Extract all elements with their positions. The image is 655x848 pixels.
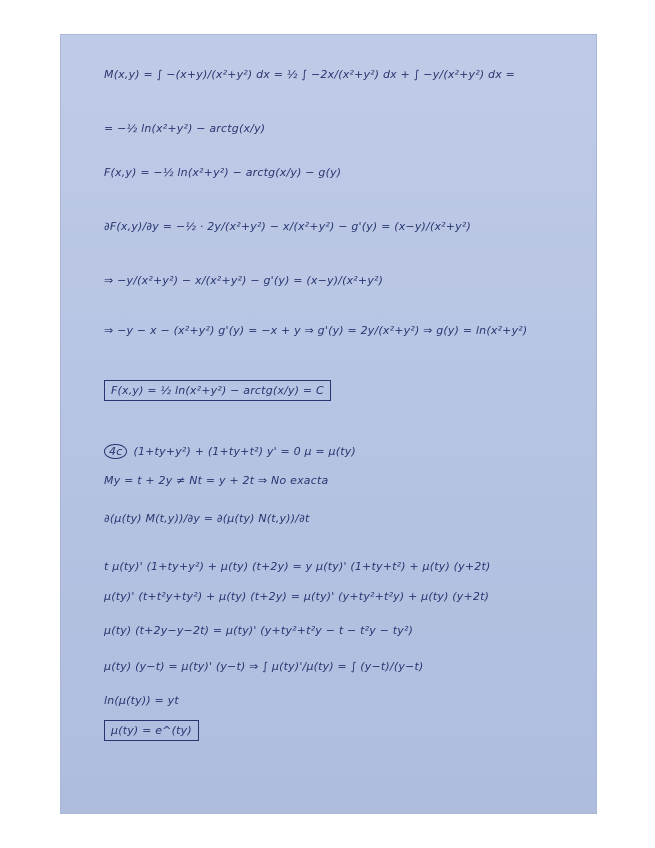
result-box-1: F(x,y) = ½ ln(x²+y²) − arctg(x/y) = C	[104, 380, 331, 401]
line-12: μ(ty)' (t+t²y+ty²) + μ(ty) (t+2y) = μ(ty)' (y+ty²+t²y) + μ(ty) (y+2t)	[104, 590, 490, 603]
line-4: ∂F(x,y)/∂y = −½ · 2y/(x²+y²) − x/(x²+y²) − g'(y) = (x−y)/(x²+y²)	[104, 220, 471, 233]
line-6: ⇒ −y − x − (x²+y²) g'(y) = −x + y ⇒ g'(y) = 2y/(x²+y²) ⇒ g(y) = ln(x²+y²)	[104, 324, 528, 337]
line-5: ⇒ −y/(x²+y²) − x/(x²+y²) − g'(y) = (x−y)/(x²+y²)	[104, 274, 384, 287]
problem-label-4c: 4c	[104, 444, 127, 459]
line-9: My = t + 2y ≠ Nt = y + 2t ⇒ No exacta	[104, 474, 329, 487]
line-1: M(x,y) = ∫ −(x+y)/(x²+y²) dx = ½ ∫ −2x/(x²+y²) dx + ∫ −y/(x²+y²) dx =	[104, 68, 516, 81]
line-11: t μ(ty)' (1+ty+y²) + μ(ty) (t+2y) = y μ(ty)' (1+ty+t²) + μ(ty) (y+2t)	[104, 560, 491, 573]
line-2: = −½ ln(x²+y²) − arctg(x/y)	[104, 122, 266, 135]
line-10: ∂(μ(ty) M(t,y))/∂y = ∂(μ(ty) N(t,y))/∂t	[104, 512, 310, 525]
line-13: μ(ty) (t+2y−y−2t) = μ(ty)' (y+ty²+t²y − t − t²y − ty²)	[104, 624, 414, 637]
line-8-wrapper	[104, 444, 356, 459]
line-14: μ(ty) (y−t) = μ(ty)' (y−t) ⇒ ∫ μ(ty)'/μ(ty) = ∫ (y−t)/(y−t)	[104, 660, 424, 673]
paper-sheet	[60, 34, 597, 814]
line-3: F(x,y) = −½ ln(x²+y²) − arctg(x/y) − g(y)	[104, 166, 342, 179]
line-15: ln(μ(ty)) = yt	[104, 694, 179, 707]
result-box-2: μ(ty) = e^(ty)	[104, 720, 199, 741]
line-8: (1+ty+y²) + (1+ty+t²) y' = 0 μ = μ(ty)	[133, 445, 356, 458]
